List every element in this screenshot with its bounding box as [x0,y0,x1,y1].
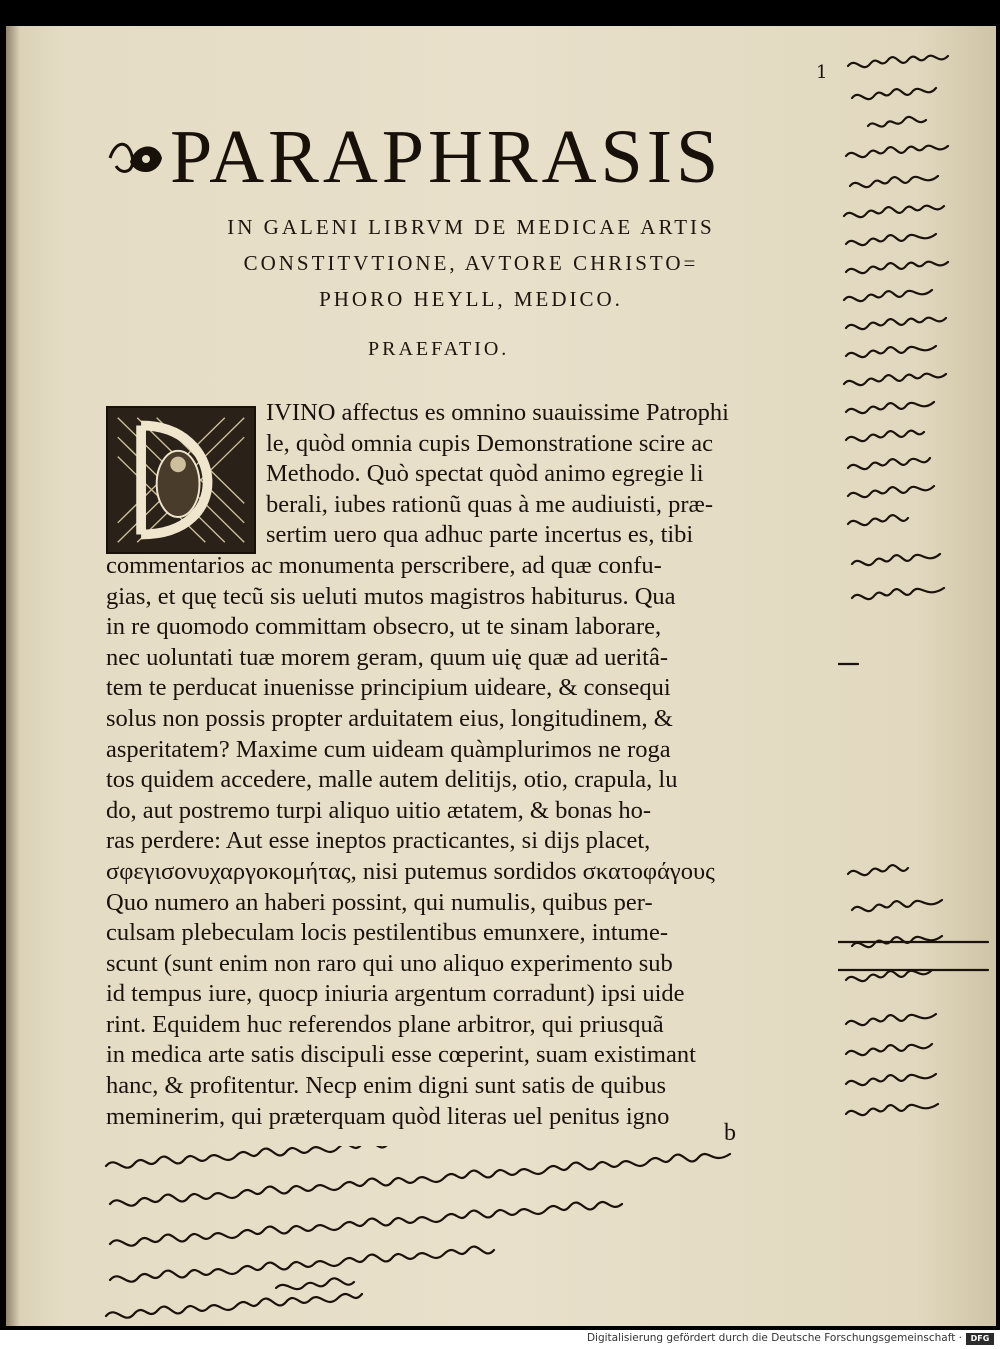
text-line: culsam plebeculam locis pestilentibus emunxere, intume- [106,919,668,947]
text-line: meminerim, qui præterquam quòd literas uel penitus igno [106,1102,670,1130]
subtitle-line: IN GALENI LIBRVM DE MEDICAE ARTIS [227,215,715,239]
text-line: Methodo. Quò spectat quòd animo egregie li [266,460,704,488]
text-line: nec uoluntati tuæ morem geram, quum uię quæ ad ueritâ- [106,643,668,671]
dfg-logo-icon: DFG [966,1333,994,1345]
text-line: asperitatem? Maxime cum uideam quàmplurimos ne roga [106,735,671,763]
footer-bar [0,1330,1000,1349]
title-block [106,102,836,212]
leaf-fleuron-icon [106,132,166,182]
text-line: tem te perducat inuenisse principium uideare, & consequi [106,674,671,702]
catchword: b [724,1120,736,1146]
text-line: solus non possis propter arduitatem eius, longitudinem, & [106,704,673,732]
gutter-shadow [6,26,20,1326]
text-line: ras perdere: Aut esse ineptos practicantes, si dijs placet, [106,827,651,855]
text-line: sertim uero qua adhuc parte incertus es, tibi [266,521,694,549]
margin-handwriting-annotations [838,54,996,1164]
text-line: in medica arte satis discipuli esse cœperint, suam existimant [106,1041,696,1069]
text-line: id tempus iure, quocp iniuria argentum corradunt) ipsi uide [106,980,685,1008]
text-line: rint. Equidem huc referendos plane arbitror, qui priusquã [106,1010,664,1038]
text-line: tos quidem accedere, malle autem delitijs, otio, crapula, lu [106,766,678,794]
subtitle-line: PHORO HEYLL, MEDICO. [319,287,623,311]
text-line: scunt (sunt enim non raro qui uno aliquo experimento sub [106,949,673,977]
text-line: IVINO affectus es omnino suauissime Patrophi [266,399,729,426]
text-line: berali, iubes rationũ quas à me audiuisti, præ- [266,490,714,518]
text-line: le, quòd omnia cupis Demonstratione scire ac [266,429,713,457]
text-line: σφεγισονυχαργοκομήτας, nisi putemus sordidos σκατοφάγους [106,857,715,885]
folio-number: 1 [816,62,828,83]
body-text [106,398,826,1132]
text-line: Quo numero an haberi possint, qui numulis, quibus per- [106,888,653,916]
book-page [6,26,996,1326]
text-line: commentarios ac monumenta perscribere, ad quæ confu- [106,551,662,579]
subtitle-line: CONSTITVTIONE, AVTORE CHRISTO= [243,251,699,275]
text-line: gias, et quę tecũ sis ueluti mutos magistros habiturus. Qua [106,582,676,610]
text-line: in re quomodo committam obsecro, ut te sinam laborare, [106,613,662,641]
subtitle [126,209,816,317]
footer-credit: Digitalisierung gefördert durch die Deutsche Forschungsgemeinschaft · [586,1332,962,1344]
book-title: PARAPHRASIS [170,115,723,199]
text-line: hanc, & profitentur. Necp enim digni sunt satis de quibus [106,1072,667,1100]
bottom-handwriting-annotations [96,1146,996,1326]
text-line: do, aut postremo turpi aliquo uitio ætatem, & bonas ho- [106,796,652,824]
preface-heading: PRAEFATIO. [368,338,510,360]
